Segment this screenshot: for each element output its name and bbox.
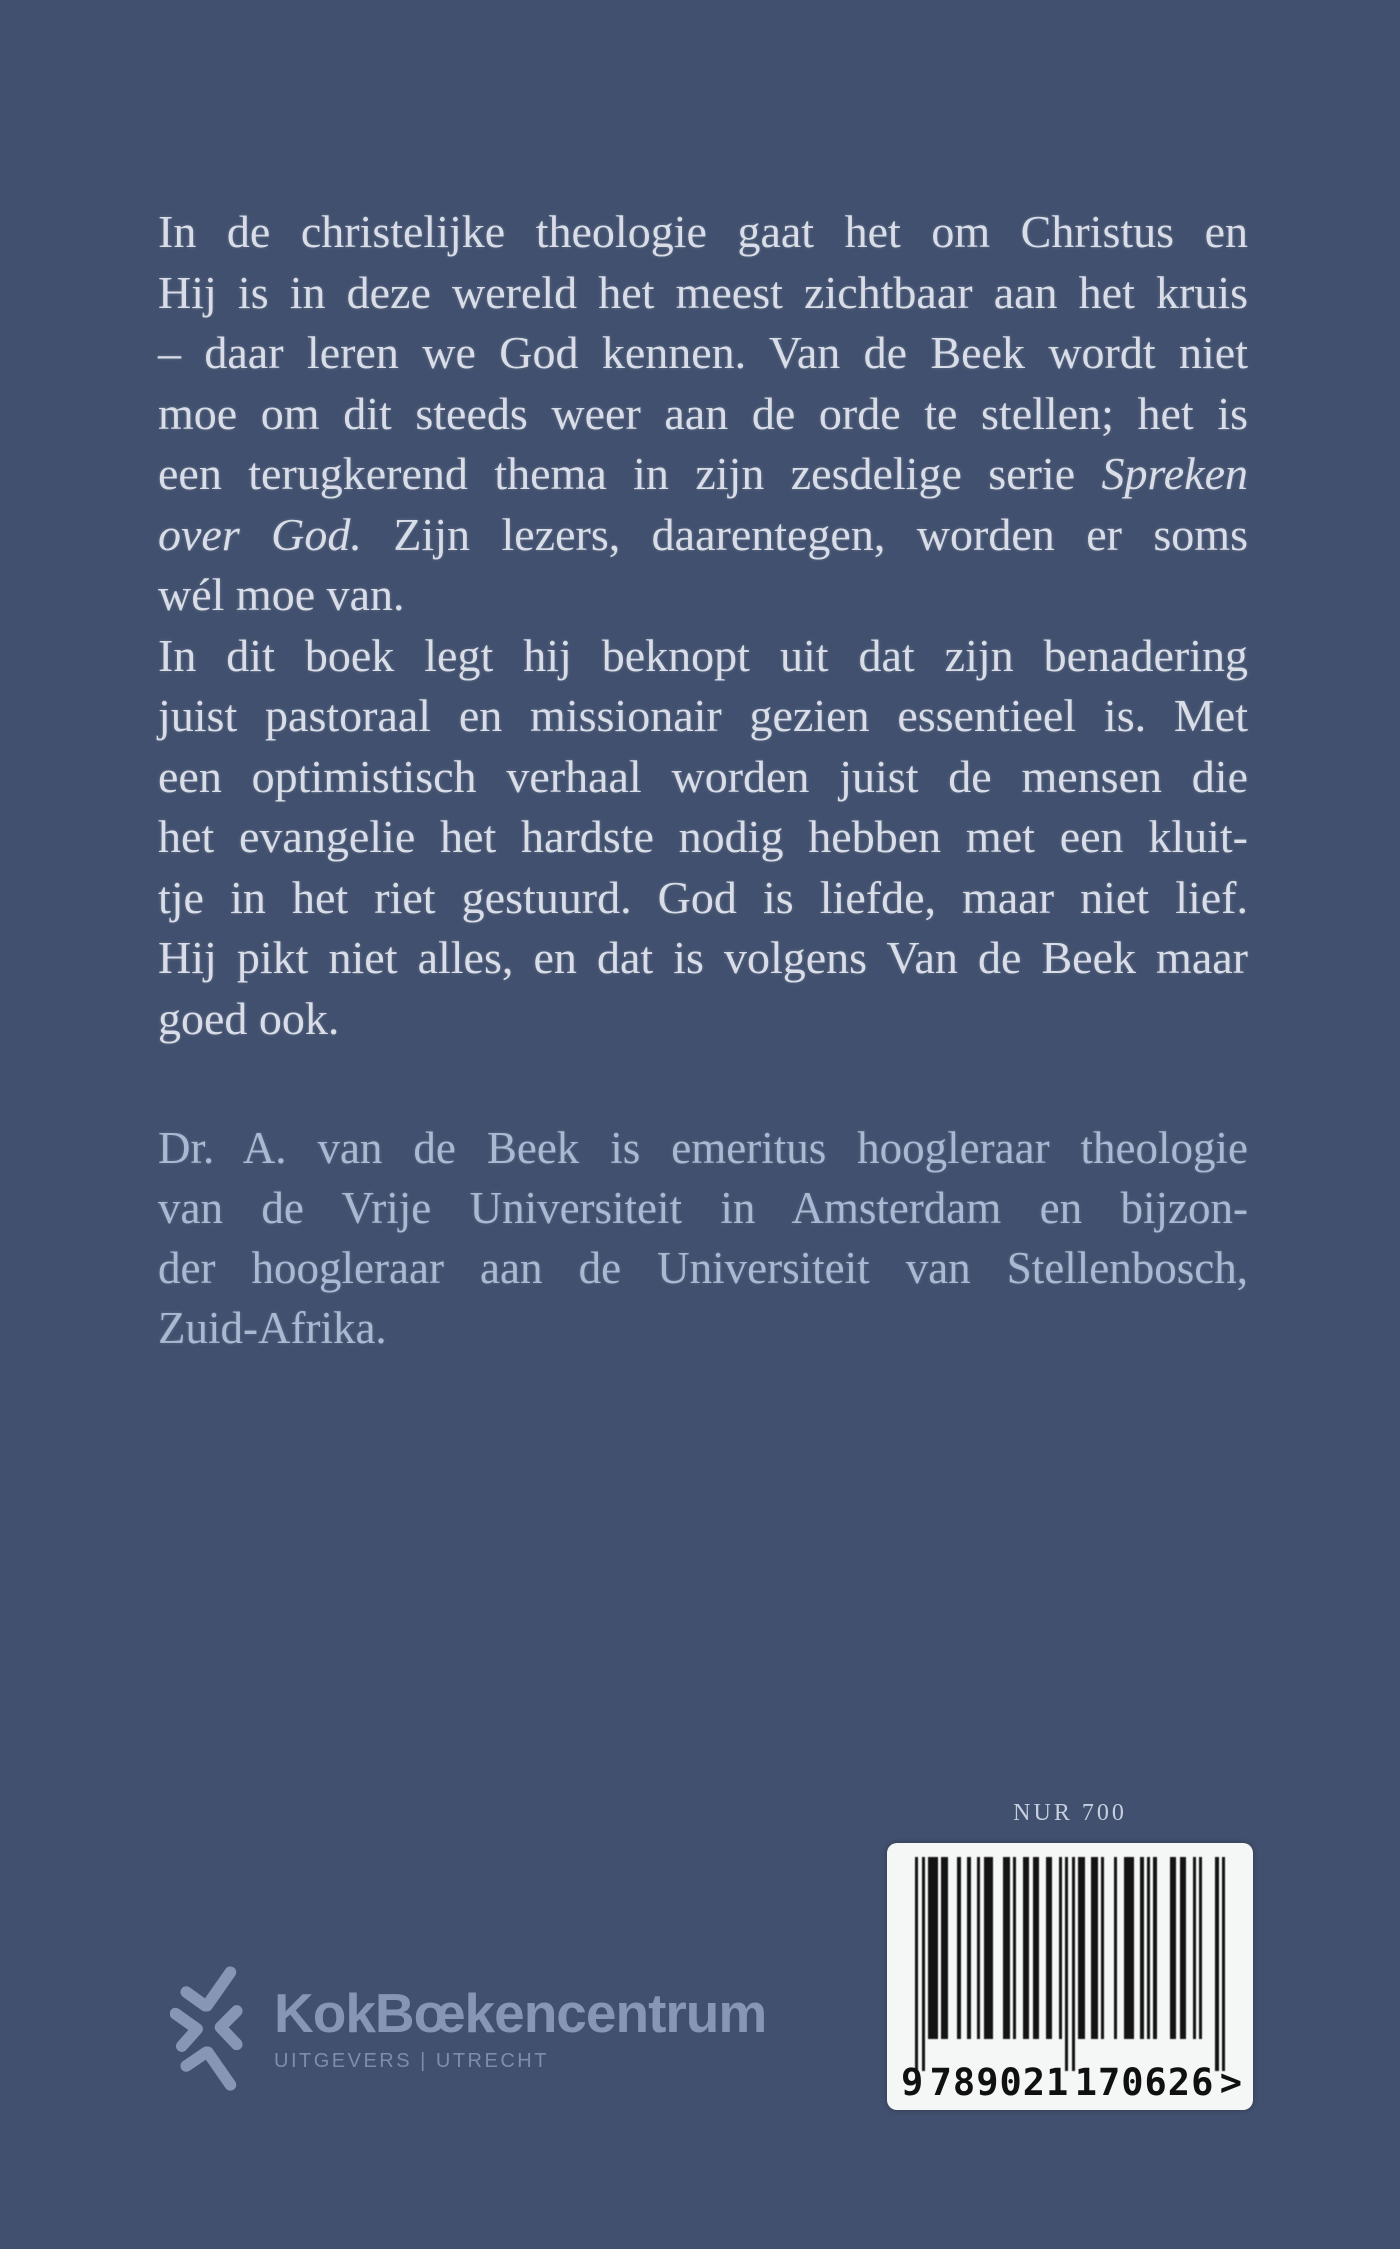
text-line — [158, 928, 1248, 989]
text-segment: het evangelie het hardste nodig hebben met een kluit- — [158, 811, 1248, 862]
barcode-digit-group: > — [1219, 2061, 1243, 2104]
text-line — [158, 1178, 1248, 1238]
barcode-digit-group: 789021 — [929, 2061, 1070, 2104]
publisher-logo-text — [274, 1982, 767, 2073]
text-line — [158, 323, 1248, 384]
text-segment: In dit boek legt hij beknopt uit dat zijn benadering — [158, 629, 1248, 681]
text-line — [158, 202, 1248, 263]
text-line — [158, 747, 1248, 808]
text-segment: – daar leren we God kennen. Van de Beek wordt niet — [158, 327, 1248, 378]
text-segment: Zuid-Afrika. — [158, 1303, 387, 1353]
text-line — [158, 626, 1248, 687]
text-segment: een optimistisch verhaal worden juist de mensen die — [158, 750, 1248, 802]
text-line — [158, 989, 1248, 1050]
text-segment: Zijn lezers, daarentegen, worden er soms — [361, 508, 1248, 560]
text-segment: goed ook. — [158, 992, 340, 1044]
publisher-logo-wordmark: KokBœkencentrum — [274, 1982, 767, 2045]
text-line — [158, 807, 1248, 868]
text-segment: Dr. A. van de Beek is emeritus hoogleraar theologie — [158, 1123, 1248, 1173]
publisher-logo — [170, 1966, 766, 2092]
text-line — [158, 384, 1248, 445]
text-segment: Spreken — [1101, 448, 1248, 499]
barcode-bar — [1222, 1857, 1225, 2071]
barcode — [887, 1843, 1253, 2110]
text-segment: der hoogleraar aan de Universiteit van Stellenbosch, — [158, 1243, 1248, 1293]
text-line — [158, 1118, 1248, 1178]
text-line — [158, 444, 1248, 505]
nur-code-label: NUR 700 — [1013, 1800, 1127, 1826]
text-segment: Hij is in deze wereld het meest zichtbaar aan het kruis — [158, 266, 1248, 318]
barcode-digit-group: 9 — [901, 2061, 925, 2104]
text-line — [158, 1238, 1248, 1298]
text-segment: van de Vrije Universiteit in Amsterdam en bijzon- — [158, 1183, 1248, 1233]
text-line — [158, 1298, 1248, 1358]
author-bio — [158, 1118, 1248, 1358]
text-segment: moe om dit steeds weer aan de orde te stellen; het is — [158, 387, 1248, 439]
asterisk-chevrons-mark-icon — [170, 1966, 244, 2092]
text-line — [158, 868, 1248, 929]
text-line — [158, 505, 1248, 566]
text-line — [158, 263, 1248, 324]
text-segment: over God. — [158, 508, 362, 560]
barcode-digit-group: 170626 — [1074, 2061, 1215, 2104]
text-segment: tje in het riet gestuurd. God is liefde, maar niet lief. — [158, 871, 1248, 923]
blurb-text — [158, 202, 1248, 1049]
publisher-logo-tagline: UITGEVERS | UTRECHT — [274, 2049, 549, 2072]
text-segment: In de christelijke theologie gaat het om Christus en — [158, 206, 1248, 257]
text-segment: juist pastoraal en missionair gezien essentieel is. Met — [158, 690, 1248, 741]
text-segment: een terugkerend thema in zijn zesdelige serie — [158, 448, 1102, 499]
text-segment: wél moe van. — [158, 569, 405, 620]
barcode-bars — [915, 1857, 1225, 2039]
text-line — [158, 565, 1248, 626]
barcode-digits — [901, 2061, 1243, 2104]
text-segment: Hij pikt niet alles, en dat is volgens Van de Beek maar — [158, 932, 1248, 983]
text-line — [158, 686, 1248, 747]
